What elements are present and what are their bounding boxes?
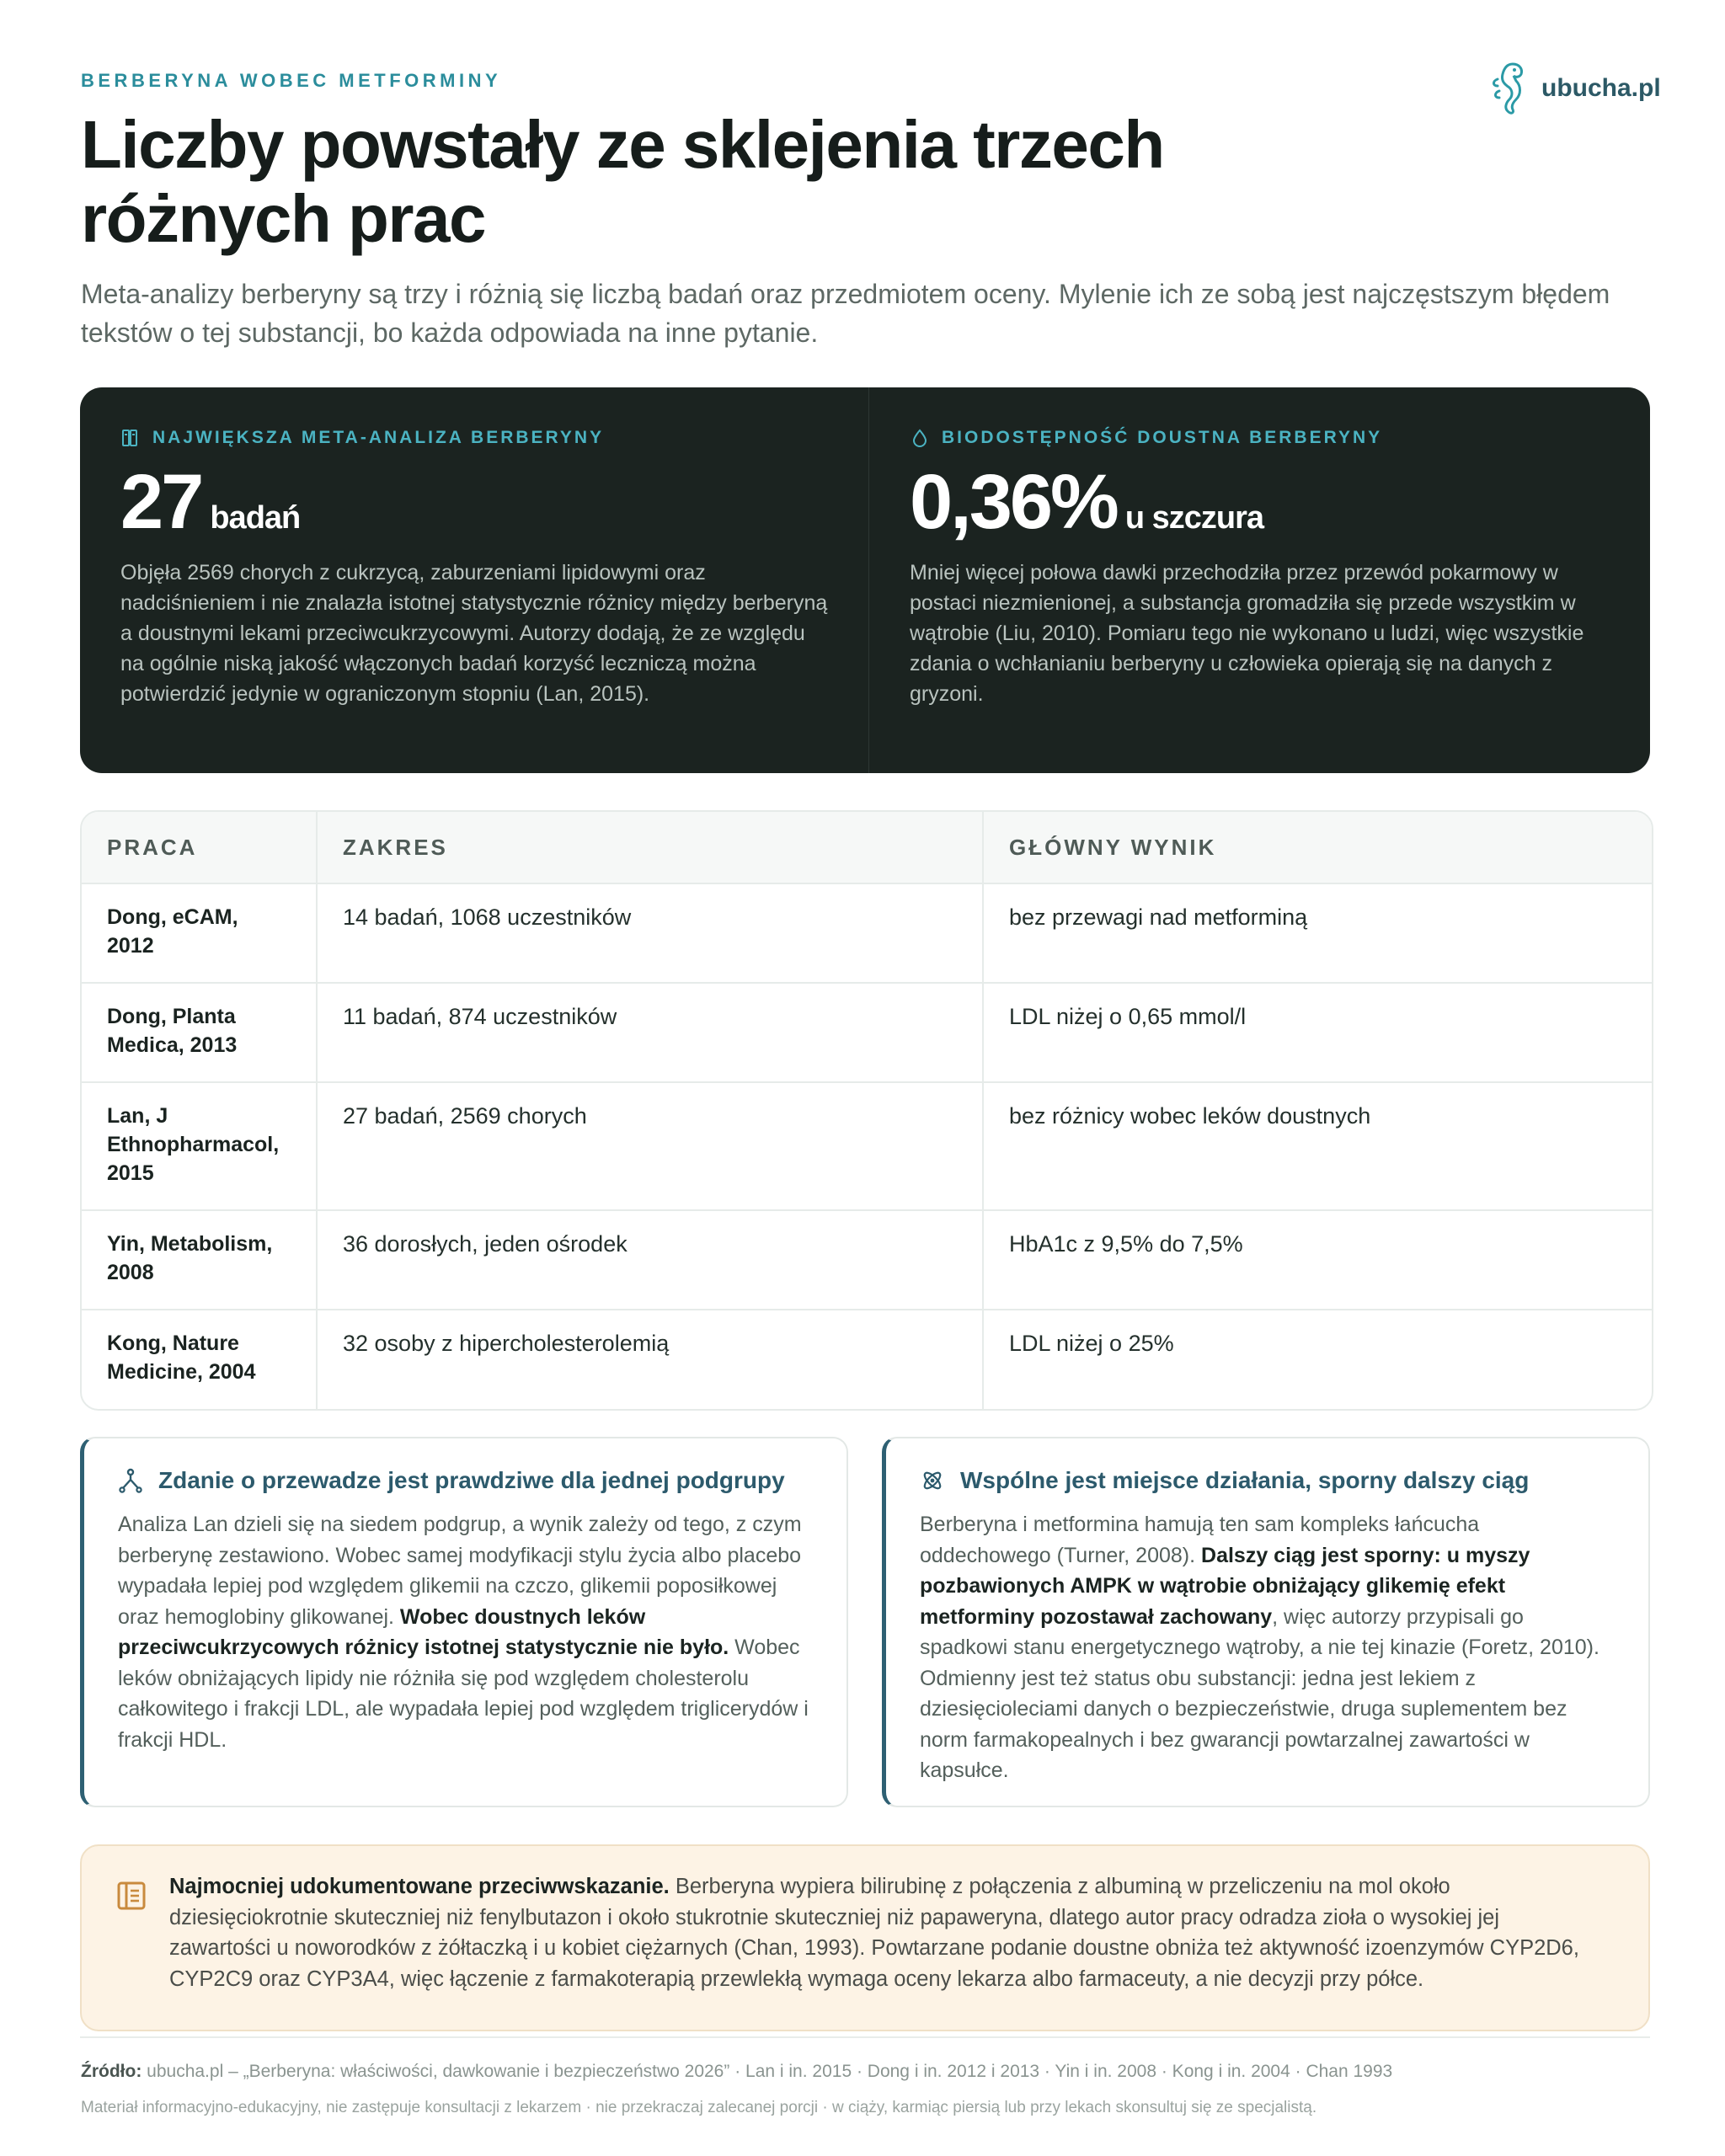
card-text [920, 1509, 1615, 1786]
table-header-row [82, 812, 1652, 883]
cell-result: LDL niżej o 0,65 mmol/l [983, 983, 1652, 1082]
table-row [82, 883, 1652, 983]
cell-result: HbA1c z 9,5% do 7,5% [983, 1210, 1652, 1310]
stat-description: Mniej więcej połowa dawki przechodziła przez przewód pokarmowy w postaci niezmienionej, a substancja gromadziła się przede wszystkim w wątrobie (Liu, 2010). Pomiaru tego nie wykonano u ludzi, więc wszystkie zdania o wchłanianiu berberyny u człowieka opierają się na danych z gryzoni. [910, 561, 1584, 706]
cell-scope: 11 badań, 874 uczestników [317, 983, 983, 1082]
warning-heading: Najmocniej udokumentowane przeciwwskazanie. [169, 1875, 670, 1898]
card-text-intro: Analiza Lan dzieli się na siedem podgrup, a wynik zależy od tego, z czym berberynę zestawiono. Wobec samej modyfikacji stylu życia albo placebo wypadała lepiej pod względem glikemii na czczo, glikemii poposiłkowej oraz hemoglobiny glikowanej. [118, 1513, 802, 1629]
column-header-result: GŁÓWNY WYNIK [983, 812, 1652, 883]
footer-divider [80, 2036, 1650, 2038]
table-row [82, 1082, 1652, 1210]
cell-scope: 27 badań, 2569 chorych [317, 1082, 983, 1210]
atom-icon [920, 1468, 945, 1493]
studies-table-grid [82, 812, 1652, 1409]
droplet-icon [910, 428, 930, 448]
stat-label: BIODOSTĘPNOŚĆ DOUSTNA BERBERYNY [942, 428, 1383, 447]
eyebrow-label: BERBERYNA WOBEC METFORMINY [81, 70, 502, 91]
warning-body: Berberyna wypiera bilirubinę z połączenia z albuminą w przeliczeniu na mol około dziesięciokrotnie skuteczniej niż fenylbutazon i około stukrotnie skuteczniej niż papaweryna, dlatego autor pracy odradza zioła o wysokiej jej zawartości u noworodków z żółtaczką i u kobiet ciężarnych (Chan, 1993). Powtarzane podanie doustne obniża też aktywność izoenzymów CYP2D6, CYP2C9 oraz CYP3A4, więc łączenie z farmakoterapią przewlekłą wymaga oceny lekarza albo farmaceuty, a nie decyzji przy półce. [169, 1875, 1579, 1991]
card-header [920, 1467, 1615, 1494]
card-text-intro: Berberyna i metformina hamują ten sam kompleks łańcucha oddechowego (Turner, 2008). [920, 1513, 1480, 1567]
stat-unit: u szczura [1124, 500, 1264, 536]
stat-bioavailability [868, 387, 1658, 773]
card-mechanism [882, 1437, 1650, 1807]
cell-work: Kong, Nature Medicine, 2004 [82, 1310, 317, 1409]
source-line [81, 2062, 1392, 2082]
stat-label-row [910, 428, 1617, 448]
card-title: Wspólne jest miejsce działania, sporny dalszy ciąg [960, 1467, 1530, 1493]
card-text-rest: , więc autorzy przypisali go spadkowi stanu energetycznego wątroby, a nie tej kinazie (Foretz, 2010). Odmienny jest też status obu substancji: jedna jest lekiem z dziesięcioleciami danych o bezpieczeństwie, druga suplementem bez norm farmakopealnych i bez gwarancji powtarzalnej zawartości w kapsułce. [920, 1604, 1599, 1782]
document-list-icon [115, 1880, 147, 1912]
cell-scope: 32 osoby z hipercholesterolemią [317, 1310, 983, 1409]
stat-value: 27 [120, 459, 202, 545]
cell-scope: 14 badań, 1068 uczestników [317, 883, 983, 983]
source-text: ubucha.pl – „Berberyna: właściwości, dawkowanie i bezpieczeństwo 2026” · Lan i in. 2015 · Dong i in. 2012 i 2013 · Yin i in. 2008 · Kong i in. 2004 · Chan 1993 [147, 2062, 1393, 2081]
table-row [82, 1210, 1652, 1310]
column-header-scope: ZAKRES [317, 812, 983, 883]
cell-work: Dong, Planta Medica, 2013 [82, 983, 317, 1082]
contraindication-box [80, 1844, 1650, 2031]
page-title: Liczby powstały ze sklejenia trzech różnych prac [81, 107, 1164, 256]
book-icon [120, 428, 141, 448]
cell-result: bez przewagi nad metforminą [983, 883, 1652, 983]
lead-paragraph: Meta-analizy berberyny są trzy i różnią się liczbą badań oraz przedmiotem oceny. Mylenie ich ze sobą jest najczęstszym błędem tekstów o tej substancji, bo każda odpowiada na inne pytanie. [81, 279, 1610, 348]
disclaimer: Materiał informacyjno-edukacyjny, nie zastępuje konsultacji z lekarzem · nie przekraczaj zalecanej porcji · w ciąży, karmiąc piersią lub przy lekach skonsultuj się ze specjalistą. [81, 2099, 1317, 2116]
warning-text [169, 1871, 1598, 1994]
cell-work: Yin, Metabolism, 2008 [82, 1210, 317, 1310]
table-row [82, 983, 1652, 1082]
stat-label-row [120, 428, 828, 448]
card-title: Zdanie o przewadze jest prawdziwe dla jednej podgrupy [158, 1467, 785, 1493]
stat-value-row [910, 460, 1617, 544]
stats-panel [80, 387, 1650, 773]
logo-text: ubucha.pl [1541, 74, 1661, 102]
stat-value: 0,36% [910, 459, 1117, 545]
source-label: Źródło: [81, 2062, 142, 2081]
cell-work: Lan, J Ethnopharmacol, 2015 [82, 1082, 317, 1210]
card-text-emphasis: Wobec doustnych leków przeciwcukrzycowych różnicy istotnej statystycznie nie było. [118, 1604, 729, 1659]
cell-work: Dong, eCAM, 2012 [107, 905, 238, 958]
seahorse-logo-icon [1487, 59, 1530, 118]
card-subgroup [80, 1437, 848, 1807]
column-header-work: PRACA [82, 812, 317, 883]
table-row [82, 1310, 1652, 1409]
studies-table [80, 810, 1653, 1411]
stat-unit: badań [210, 500, 301, 536]
stat-label: NAJWIĘKSZA META-ANALIZA BERBERYNY [152, 428, 605, 447]
brand-logo[interactable] [1487, 59, 1661, 118]
stat-description: Objęła 2569 chorych z cukrzycą, zaburzeniami lipidowymi oraz nadciśnieniem i nie znalazła istotnej statystycznie różnicy między berberyną a doustnymi lekami przeciwcukrzycowymi. Autorzy dodają, że ze względu na ogólnie niską jakość włączonych badań korzyść leczniczą można potwierdzić jedynie w ograniczonym stopniu (Lan, 2015). [120, 561, 828, 706]
card-text-rest: Wobec leków obniżających lipidy nie różniła się pod względem cholesterolu całkowitego i frakcji LDL, ale wypadała lepiej pod względem triglicerydów i frakcji HDL. [118, 1636, 809, 1752]
cell-result: LDL niżej o 25% [983, 1310, 1652, 1409]
cell-result: bez różnicy wobec leków doustnych [983, 1082, 1652, 1210]
cell-scope: 36 dorosłych, jeden ośrodek [317, 1210, 983, 1310]
stat-meta-analysis [80, 387, 868, 773]
subgroup-split-icon [118, 1468, 143, 1493]
stat-value-row [120, 460, 828, 544]
card-header [118, 1467, 813, 1494]
card-text-emphasis: Dalszy ciąg jest sporny: u myszy pozbawionych AMPK w wątrobie obniżający glikemię efekt metforminy pozostawał zachowany [920, 1543, 1530, 1629]
card-text [118, 1509, 813, 1755]
